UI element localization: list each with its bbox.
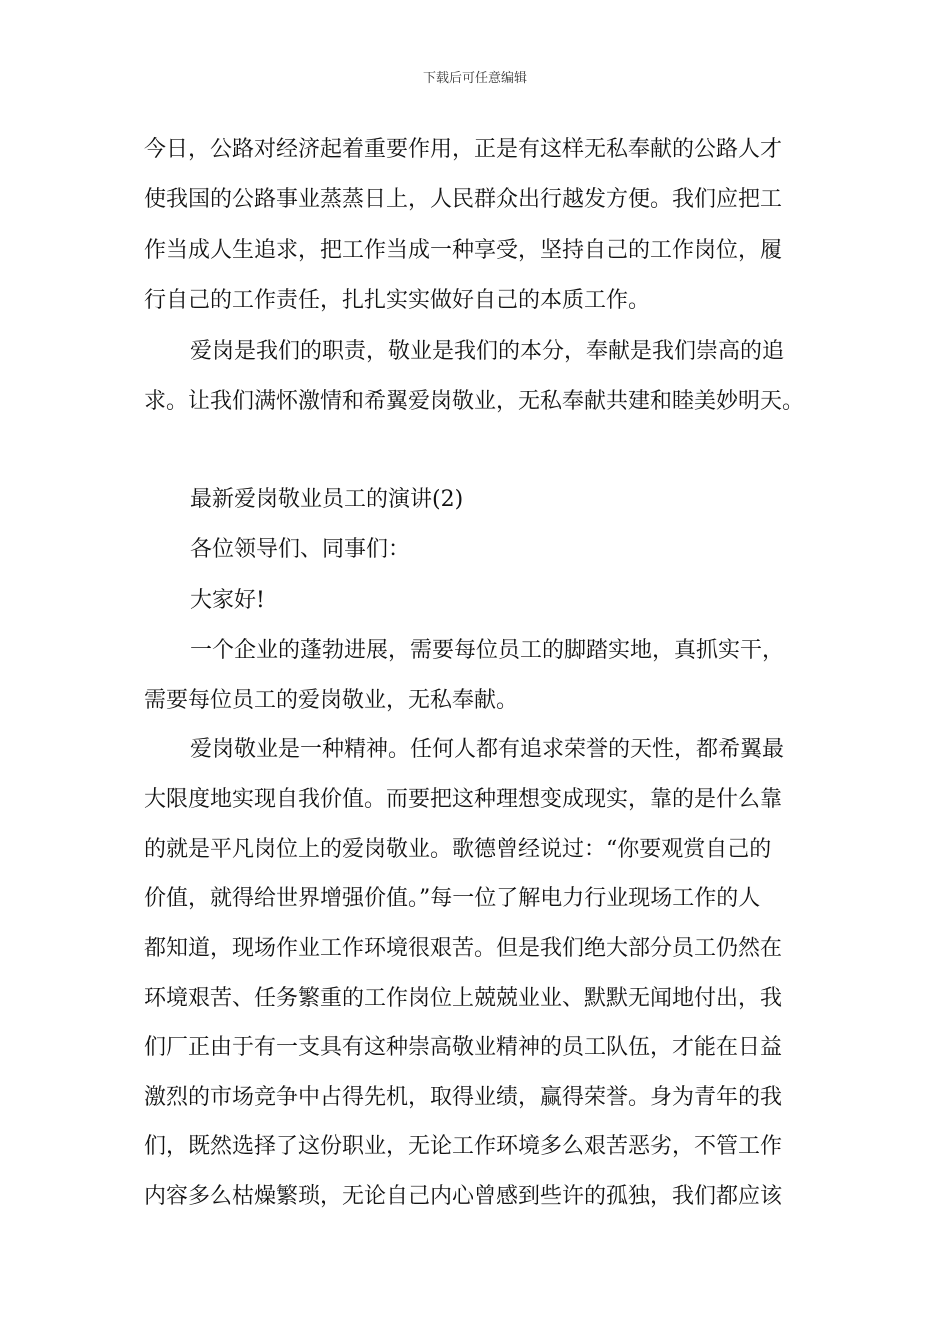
paragraph-line: 爱岗是我们的职责，敬业是我们的本分，奉献是我们崇高的追	[190, 339, 785, 364]
paragraph-line: 大限度地实现自我价值。而要把这种理想变成现实，靠的是什么靠	[144, 787, 783, 812]
paragraph-line: 都知道，现场作业工作环境很艰苦。但是我们绝大部分员工仍然在	[144, 936, 783, 961]
paragraph-line: 价值，就得给世界增强价值。”每一位了解电力行业现场工作的人	[144, 886, 761, 911]
paragraph-line: 使我国的公路事业蒸蒸日上，人民群众出行越发方便。我们应把工	[144, 187, 783, 212]
page-header: 下载后可任意编辑	[422, 71, 527, 86]
paragraph-line: 作当成人生追求，把工作当成一种享受，坚持自己的工作岗位，履	[144, 238, 783, 263]
paragraph-line: 激烈的市场竞争中占得先机，取得业绩，赢得荣誉。身为青年的我	[144, 1085, 783, 1110]
paragraph-line: 环境艰苦、任务繁重的工作岗位上兢兢业业、默默无闻地付出，我	[144, 986, 783, 1011]
paragraph-line: 求。让我们满怀激情和希翼爱岗敬业，无私奉献共建和睦美妙明天。	[144, 389, 805, 414]
greeting: 大家好!	[190, 588, 265, 613]
paragraph-line: 的就是平凡岗位上的爱岗敬业。歌德曾经说过：“你要观赏自己的	[144, 837, 772, 862]
paragraph-line: 爱岗敬业是一种精神。任何人都有追求荣誉的天性，都希翼最	[190, 737, 785, 762]
paragraph-line: 们，既然选择了这份职业，无论工作环境多么艰苦恶劣，不管工作	[144, 1134, 783, 1159]
paragraph-line: 今日，公路对经济起着重要作用，正是有这样无私奉献的公路人才	[144, 137, 783, 162]
paragraph-line: 一个企业的蓬勃进展，需要每位员工的脚踏实地，真抓实干，	[190, 638, 785, 663]
paragraph-line: 内容多么枯燥繁琐，无论自己内心曾感到些许的孤独，我们都应该	[144, 1184, 783, 1209]
paragraph-line: 需要每位员工的爱岗敬业，无私奉献。	[144, 688, 519, 713]
paragraph-line: 们厂正由于有一支具有这种崇高敬业精神的员工队伍，才能在日益	[144, 1035, 783, 1060]
paragraph-line: 行自己的工作责任，扎扎实实做好自己的本质工作。	[144, 288, 651, 313]
salutation: 各位领导们、同事们：	[190, 537, 411, 562]
section-title: 最新爱岗敬业员工的演讲(2)	[190, 487, 464, 512]
